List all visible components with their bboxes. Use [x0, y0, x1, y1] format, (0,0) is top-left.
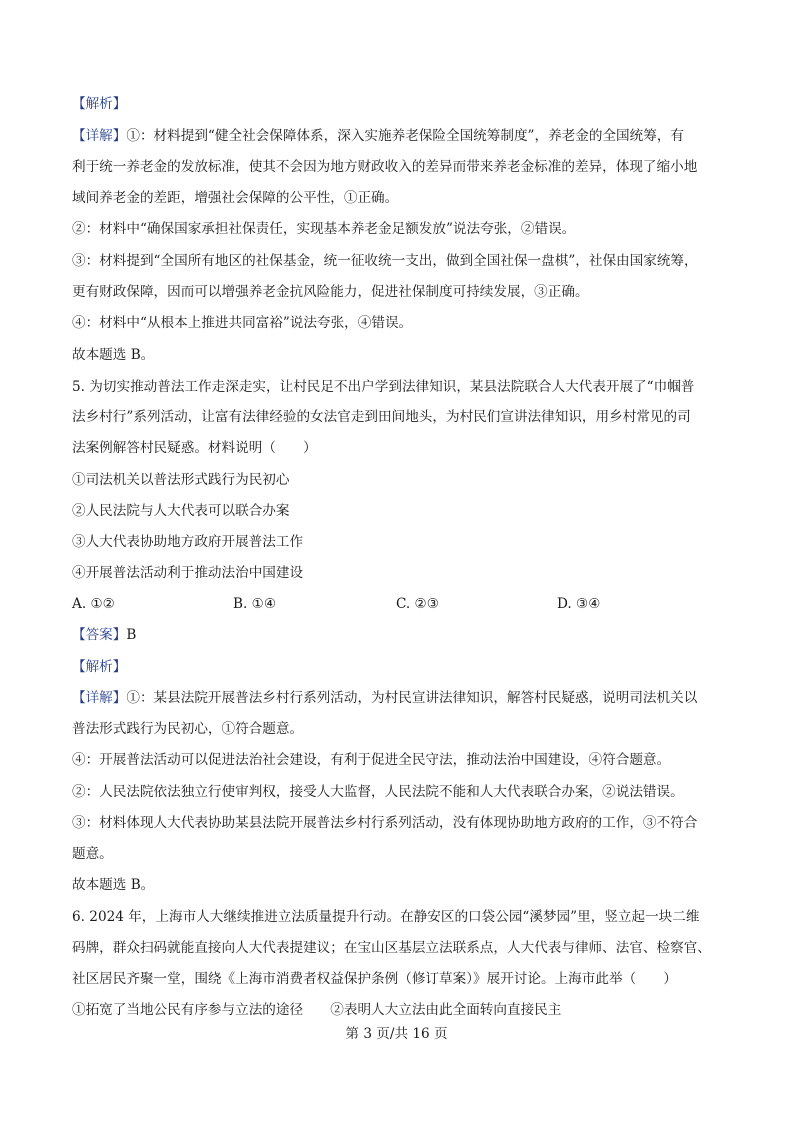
option-d: D. ③④: [557, 596, 601, 612]
detail-point-2: ②：材料中“确保国家承担社保责任，实现基本养老金足额发放”说法夸张，②错误。: [72, 221, 576, 237]
detail-line: 域间养老金的差距，增强社会保障的公平性，①正确。: [72, 190, 399, 206]
detail-paragraph: 【详解】①：某县法院开展普法乡村行系列活动，为村民宣讲法律知识，解答村民疑惑，说明司法机关以: [72, 690, 698, 706]
question-stem-line: 法乡村行”系列活动，让富有法律经验的女法官走到田间地头，为村民们宣讲法律知识，用乡村常见的司: [72, 409, 691, 425]
question-stem-line: 社区居民齐聚一堂，围绕《上海市消费者权益保护条例（修订草案）》展开讨论。上海市此举（ ）: [72, 971, 677, 987]
conclusion: 故本题选 B。: [72, 347, 155, 363]
statement-1: ①司法机关以普法形式践行为民初心: [72, 472, 290, 488]
analysis-heading: 【解析】: [72, 659, 127, 675]
question-stem-line: 法案例解答村民疑惑。材料说明（ ）: [72, 440, 317, 456]
page-footer: 第 3 页/共 16 页: [345, 1026, 448, 1042]
detail-line: 普法形式践行为民初心，①符合题意。: [72, 721, 304, 737]
option-b: B. ①④: [233, 596, 277, 612]
analysis-heading: 【解析】: [72, 96, 127, 112]
detail-point-3: ③：材料提到“全国所有地区的社保基金，统一征收统一支出，做到全国社保一盘棋”，社保由国家统筹，: [72, 253, 698, 269]
statement-2: ②人民法院与人大代表可以联合办案: [72, 503, 290, 519]
statements-row: ①拓宽了当地公民有序参与立法的途径 ②表明人大立法由此全面转向直接民主: [72, 1002, 562, 1018]
detail-point-4: ④：材料中“从根本上推进共同富裕”说法夸张，④错误。: [72, 315, 413, 331]
option-a: A. ①②: [72, 596, 115, 612]
question-stem-line: 码牌，群众扫码就能直接向人大代表提建议；在宝山区基层立法联系点，人大代表与律师、法官、检察官、: [72, 940, 711, 956]
detail-point-2: ②：人民法院依法独立行使审判权，接受人大监督，人民法院不能和人大代表联合办案，②说法错误。: [72, 784, 684, 800]
statement-4: ④开展普法活动利于推动法治中国建设: [72, 565, 304, 581]
detail-line: 更有财政保障，因而可以增强养老金抗风险能力，促进社保制度可持续发展，③正确。: [72, 284, 589, 300]
detail-line: 利于统一养老金的发放标准，使其不会因为地方财政收入的差异而带来养老金标准的差异，体现了缩小地: [72, 159, 698, 175]
answer-tag: 【答案】: [72, 627, 127, 643]
conclusion: 故本题选 B。: [72, 877, 155, 893]
detail-point-4: ④：开展普法活动可以促进法治社会建设，有利于促进全民守法，推动法治中国建设，④符合题意。: [72, 752, 671, 768]
detail-point-3: ③：材料体现人大代表协助某县法院开展普法乡村行系列活动，没有体现协助地方政府的工作，③不符合: [72, 815, 698, 831]
option-c: C. ②③: [396, 596, 439, 612]
question-5-stem: 5. 为切实推动普法工作走深走实，让村民足不出户学到法律知识，某县法院联合人大代表开展了“巾帼普: [72, 379, 695, 395]
answer-line: [72, 625, 732, 645]
answer-value: B: [126, 627, 137, 643]
detail-paragraph: 【详解】①：材料提到“健全社会保障体系，深入实施养老保险全国统筹制度”，养老金的全国统筹，有: [72, 128, 685, 144]
question-6-stem: 6. 2024 年，上海市人大继续推进立法质量提升行动。在静安区的口袋公园“溪梦园”里，竖立起一块二维: [72, 909, 700, 925]
detail-tag: 【详解】: [72, 690, 127, 706]
detail-tag: 【详解】: [72, 128, 127, 144]
statement-3: ③人大代表协助地方政府开展普法工作: [72, 534, 304, 550]
detail-line: 题意。: [72, 846, 113, 862]
